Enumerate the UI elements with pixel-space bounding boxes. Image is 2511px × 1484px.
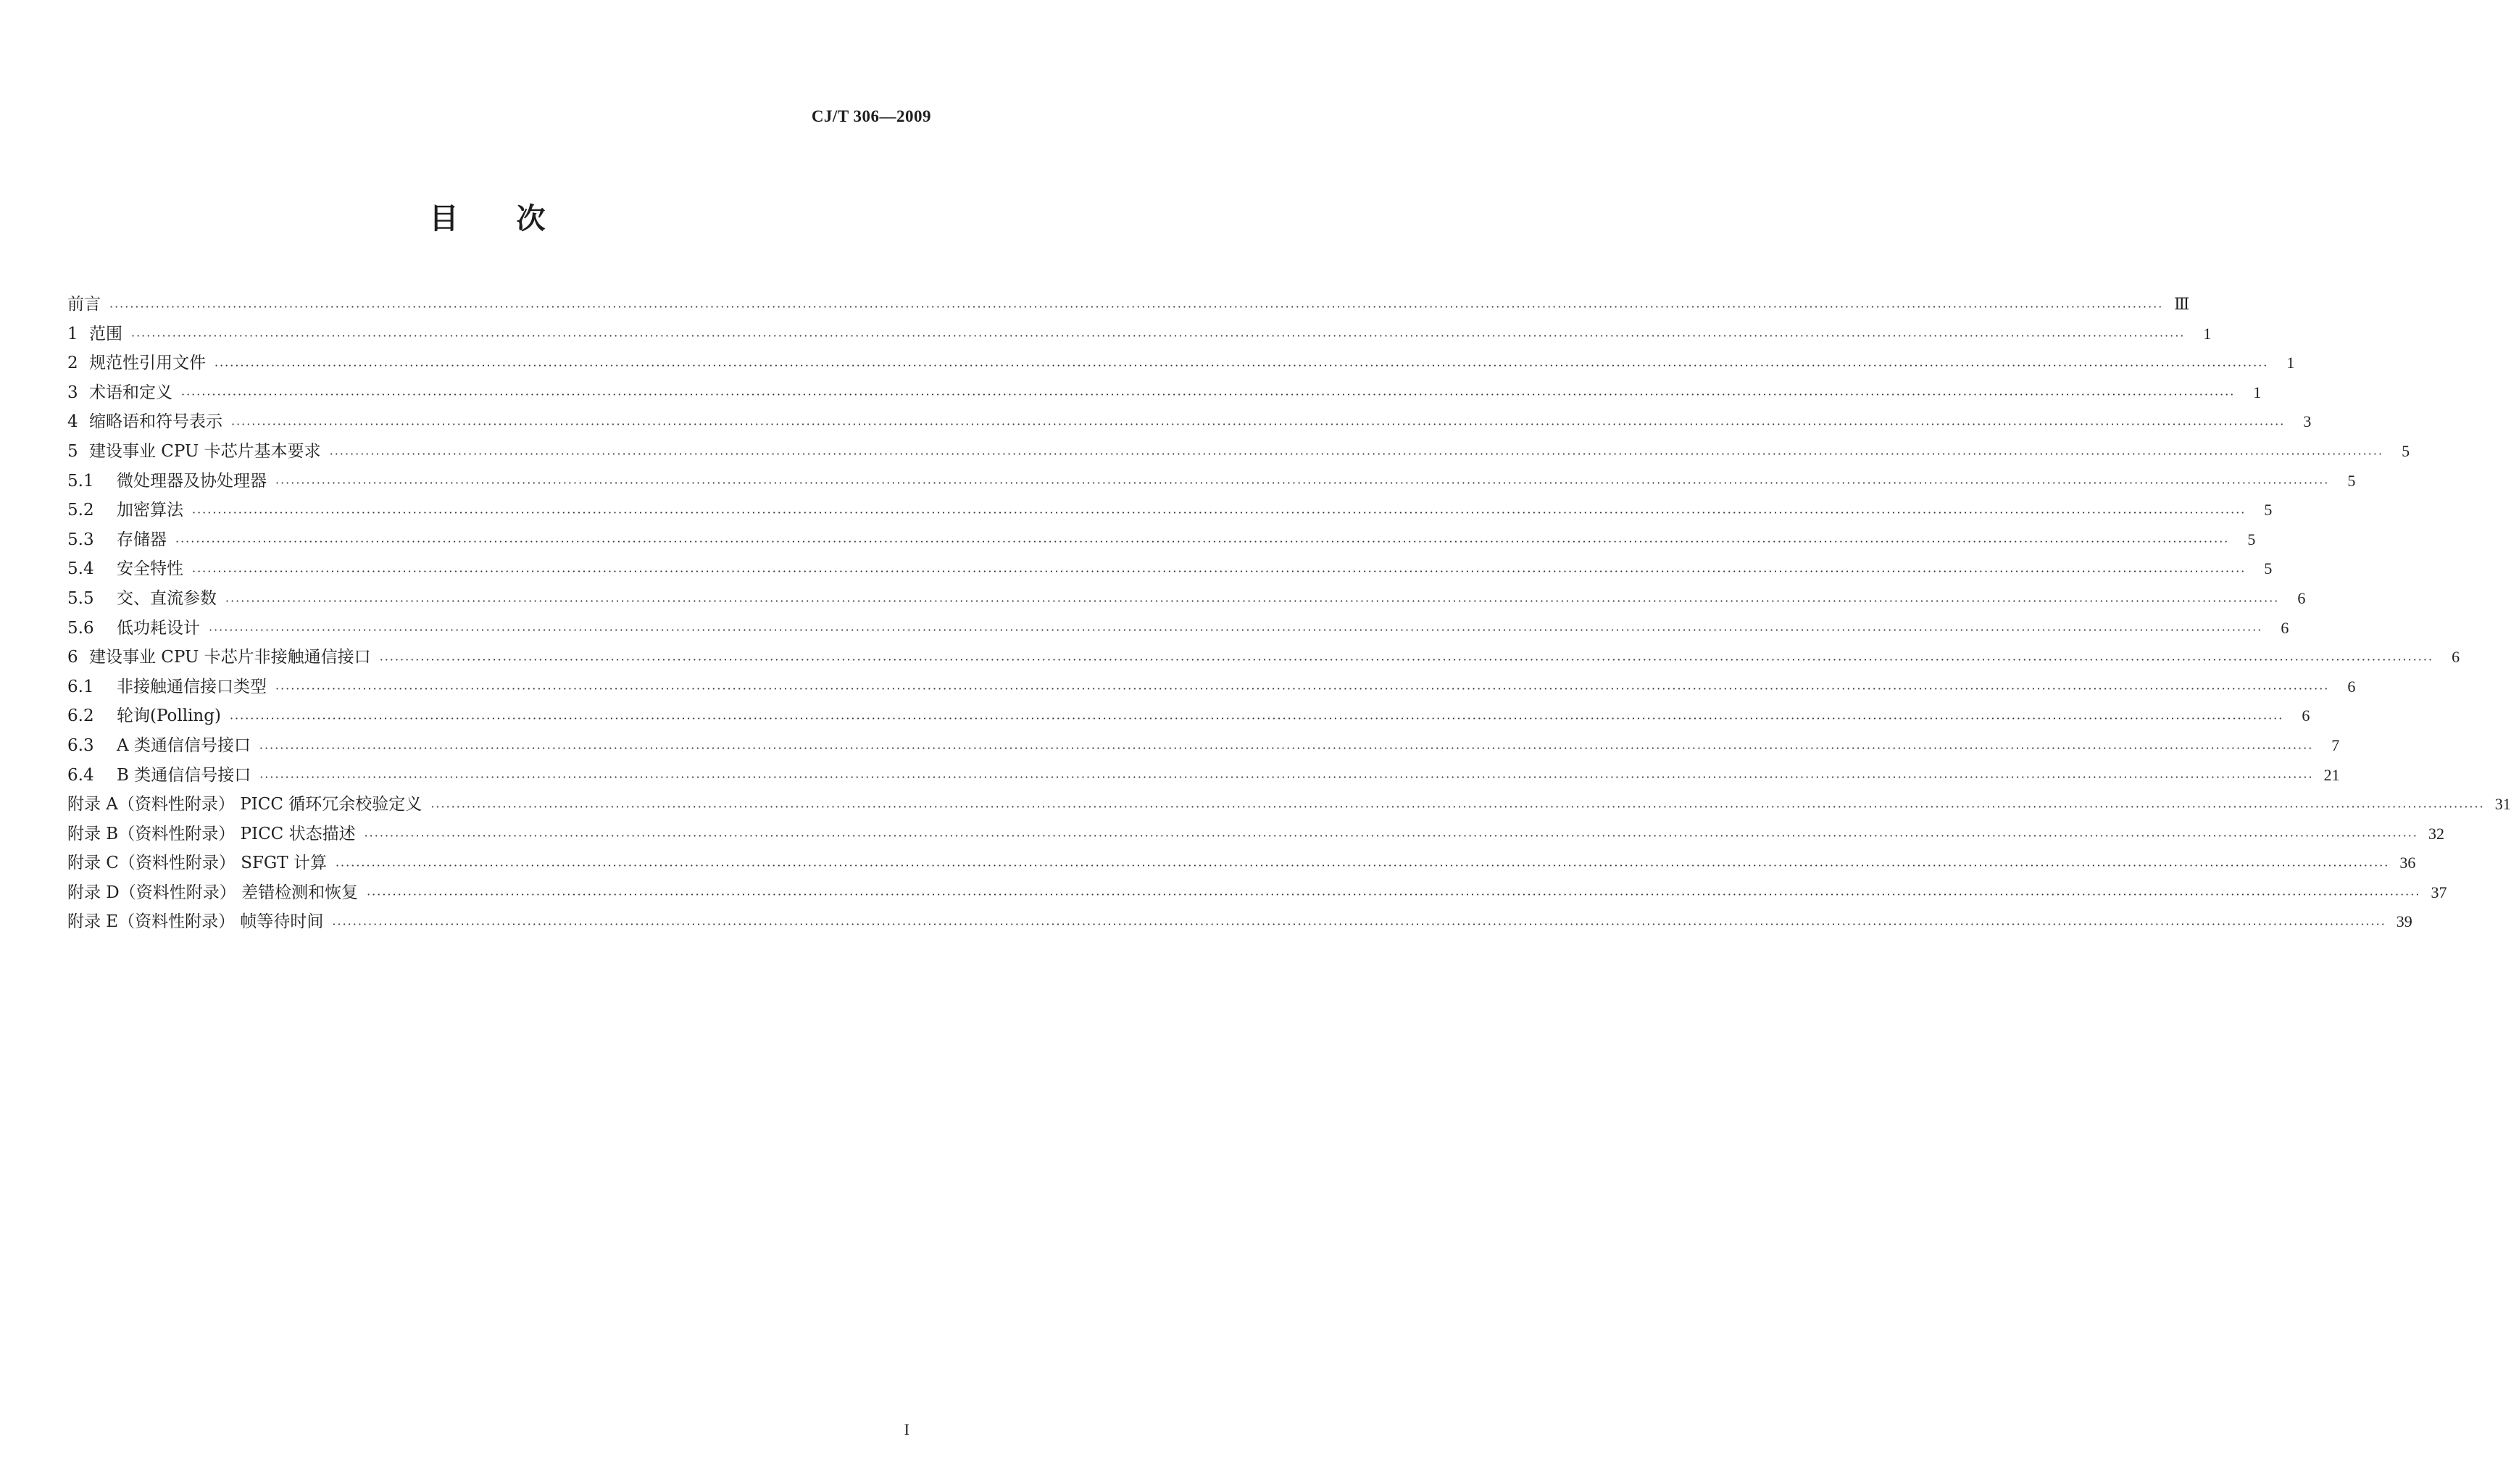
toc-entry-number: 4 xyxy=(67,412,78,432)
toc-entry-title: 范围 xyxy=(89,324,122,343)
toc-entry[interactable] xyxy=(67,643,2460,672)
toc-entry-page: 1 xyxy=(2203,324,2212,343)
toc-entry[interactable] xyxy=(67,790,2511,820)
toc-entry[interactable] xyxy=(67,290,2190,320)
toc-entry-label-group xyxy=(67,820,365,849)
toc-entry-page: Ⅲ xyxy=(2174,295,2190,313)
toc-entry-label-group xyxy=(67,349,215,378)
toc-entry-title: 建设事业 CPU 卡芯片非接触通信接口 xyxy=(89,648,371,667)
toc-entry[interactable] xyxy=(67,878,2447,908)
toc-entry[interactable] xyxy=(67,349,2295,378)
toc-entry-page: 6 xyxy=(2297,588,2306,607)
toc-entry-label-group xyxy=(67,467,275,496)
toc-leader-dots: ················································································································································································································································································································································································································ xyxy=(259,770,2314,785)
page-title: 目次 xyxy=(429,202,604,235)
toc-entry-number: 5 xyxy=(67,441,78,461)
toc-entry-number: 5.4 xyxy=(67,559,94,579)
toc-entry[interactable] xyxy=(67,407,2312,437)
toc-entry-label-group xyxy=(67,378,181,408)
toc-entry-number: 6.4 xyxy=(67,765,94,785)
toc-entry-page: 5 xyxy=(2264,501,2273,520)
toc-entry-label-group xyxy=(67,290,109,320)
toc-entry-page: 3 xyxy=(2303,412,2312,431)
table-of-contents xyxy=(67,290,2511,937)
toc-entry[interactable] xyxy=(67,320,2212,349)
toc-entry-title: 前言 xyxy=(67,295,101,314)
toc-entry[interactable] xyxy=(67,701,2310,731)
toc-leader-dots: ················································································································································································································································································································································································································ xyxy=(332,917,2386,932)
toc-entry-number: 6 xyxy=(67,648,78,667)
toc-leader-dots: ················································································································································································································································································································································································································ xyxy=(175,535,2230,549)
toc-entry-title: 缩略语和符号表示 xyxy=(89,412,222,432)
toc-leader-dots: ················································································································································································································································································································································································································ xyxy=(225,593,2280,608)
toc-entry-page: 1 xyxy=(2253,383,2262,401)
toc-entry-title: 微处理器及协处理器 xyxy=(117,471,267,491)
toc-entry-number: 6.3 xyxy=(67,735,94,755)
toc-entry[interactable] xyxy=(67,731,2340,761)
toc-leader-dots: ················································································································································································································································································································································································································ xyxy=(259,741,2314,755)
toc-entry-number: 1 xyxy=(67,324,78,343)
toc-entry-title: 附录 E（资料性附录） 帧等待时间 xyxy=(67,912,324,932)
toc-entry-title: 附录 A（资料性附录） PICC 循环冗余校验定义 xyxy=(67,795,422,814)
toc-leader-dots: ················································································································································································································································································································································································································ xyxy=(335,858,2390,872)
toc-entry-page: 36 xyxy=(2399,854,2416,872)
toc-entry-title: B 类通信信号接口 xyxy=(117,765,251,785)
toc-entry-label-group xyxy=(67,584,225,614)
toc-entry-label-group xyxy=(67,407,231,437)
toc-entry-label-group xyxy=(67,554,192,584)
toc-entry-page: 6 xyxy=(2452,648,2460,667)
toc-leader-dots: ················································································································································································································································································································································································································ xyxy=(109,299,2164,314)
toc-entry-title: 安全特性 xyxy=(117,559,183,579)
toc-entry-label-group xyxy=(67,907,332,937)
toc-leader-dots: ················································································································································································································································································································································································································ xyxy=(430,799,2485,814)
toc-entry-number: 3 xyxy=(67,383,78,402)
toc-entry[interactable] xyxy=(67,584,2306,614)
toc-entry-title: 附录 D（资料性附录） 差错检测和恢复 xyxy=(67,883,359,902)
toc-entry-title: 轮询(Polling) xyxy=(117,706,221,726)
toc-entry-title: 建设事业 CPU 卡芯片基本要求 xyxy=(89,441,321,461)
toc-entry[interactable] xyxy=(67,907,2412,937)
toc-entry-page: 31 xyxy=(2494,795,2511,814)
toc-entry-label-group xyxy=(67,437,330,467)
toc-entry-title: 存储器 xyxy=(117,530,167,549)
toc-entry-page: 39 xyxy=(2396,912,2412,931)
toc-entry[interactable] xyxy=(67,761,2340,791)
toc-leader-dots: ················································································································································································································································································································································································································ xyxy=(192,505,2246,520)
toc-entry-label-group xyxy=(67,701,230,731)
toc-leader-dots: ················································································································································································································································································································································································································ xyxy=(367,888,2421,902)
toc-entry-label-group xyxy=(67,761,259,791)
toc-entry-page: 32 xyxy=(2428,824,2444,843)
toc-leader-dots: ················································································································································································································································································································································································································ xyxy=(275,476,2330,491)
toc-leader-dots: ················································································································································································································································································································································································································ xyxy=(215,358,2269,372)
toc-entry[interactable] xyxy=(67,467,2356,496)
toc-entry-title: 规范性引用文件 xyxy=(89,354,206,373)
toc-entry-label-group xyxy=(67,672,275,702)
standard-number: CJ/T 306—2009 xyxy=(811,107,931,125)
toc-entry-page: 5 xyxy=(2347,471,2356,490)
toc-entry-label-group xyxy=(67,614,209,643)
toc-entry[interactable] xyxy=(67,820,2444,849)
toc-entry-label-group xyxy=(67,790,430,820)
toc-entry-number: 5.3 xyxy=(67,530,94,549)
toc-leader-dots: ················································································································································································································································································································································································································ xyxy=(181,388,2236,402)
toc-leader-dots: ················································································································································································································································································································································································································ xyxy=(329,446,2384,461)
toc-entry-page: 1 xyxy=(2286,354,2295,372)
toc-leader-dots: ················································································································································································································································································································································································································ xyxy=(275,682,2330,696)
toc-entry-page: 6 xyxy=(2347,677,2356,696)
toc-entry-page: 6 xyxy=(2302,706,2310,725)
toc-entry[interactable] xyxy=(67,849,2416,878)
toc-leader-dots: ················································································································································································································································································································································································································ xyxy=(131,329,2186,343)
toc-entry-page: 5 xyxy=(2264,559,2273,578)
toc-entry-label-group xyxy=(67,643,380,672)
toc-leader-dots: ················································································································································································································································································································································································································ xyxy=(231,417,2286,431)
toc-entry[interactable] xyxy=(67,554,2273,584)
toc-entry[interactable] xyxy=(67,496,2273,525)
toc-entry-number: 5.1 xyxy=(67,471,94,491)
toc-entry-title: 加密算法 xyxy=(117,501,183,520)
toc-entry-page: 5 xyxy=(2247,530,2256,549)
toc-leader-dots: ················································································································································································································································································································································································································ xyxy=(192,564,2246,578)
toc-entry-label-group xyxy=(67,878,367,908)
toc-leader-dots: ················································································································································································································································································································································································································ xyxy=(364,829,2418,843)
toc-entry-label-group xyxy=(67,320,131,349)
toc-entry-page: 7 xyxy=(2331,735,2340,754)
toc-entry[interactable] xyxy=(67,378,2262,408)
toc-entry-page: 6 xyxy=(2281,618,2289,637)
toc-entry[interactable] xyxy=(67,614,2289,643)
toc-entry-number: 6.1 xyxy=(67,677,94,696)
toc-entry-title: 非接触通信接口类型 xyxy=(117,677,267,696)
toc-entry-number: 2 xyxy=(67,354,78,373)
toc-entry-number: 5.5 xyxy=(67,588,94,608)
toc-entry-page: 5 xyxy=(2402,441,2410,460)
toc-entry-label-group xyxy=(67,496,192,525)
toc-entry-page: 37 xyxy=(2431,883,2447,901)
toc-entry-title: 交、直流参数 xyxy=(117,588,217,608)
toc-entry-title: 附录 C（资料性附录） SFGT 计算 xyxy=(67,854,327,873)
toc-entry[interactable] xyxy=(67,672,2356,702)
toc-entry-number: 5.6 xyxy=(67,618,94,638)
toc-leader-dots: ················································································································································································································································································································································································································ xyxy=(209,623,2263,638)
toc-leader-dots: ················································································································································································································································································································································································································ xyxy=(379,652,2434,667)
toc-entry-label-group xyxy=(67,525,175,555)
toc-entry-title: A 类通信信号接口 xyxy=(117,735,251,755)
toc-entry-page: 21 xyxy=(2323,765,2340,784)
toc-entry[interactable] xyxy=(67,525,2256,555)
toc-entry-title: 术语和定义 xyxy=(89,383,172,402)
toc-entry-label-group xyxy=(67,849,336,878)
toc-entry-title: 低功耗设计 xyxy=(117,618,200,638)
toc-entry[interactable] xyxy=(67,437,2410,467)
toc-entry-label-group xyxy=(67,731,259,761)
toc-leader-dots: ················································································································································································································································································································································································································ xyxy=(229,711,2284,725)
toc-entry-title: 附录 B（资料性附录） PICC 状态描述 xyxy=(67,824,356,843)
toc-entry-number: 5.2 xyxy=(67,501,94,520)
toc-entry-number: 6.2 xyxy=(67,706,94,726)
page-number: I xyxy=(904,1420,909,1438)
